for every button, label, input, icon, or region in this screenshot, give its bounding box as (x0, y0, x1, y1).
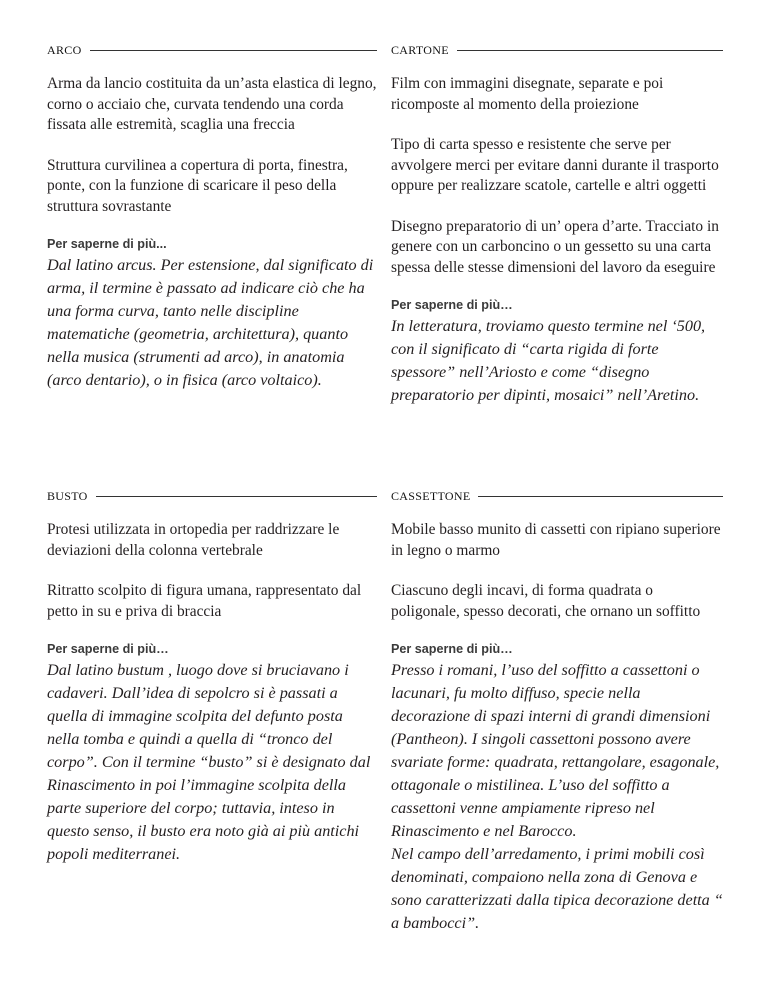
definition: Ciascuno degli incavi, di forma quadrata o poligonale, spesso decorati, che ornano un soffitto (391, 582, 701, 620)
definition: Mobile basso munito di cassetti con ripiano superiore in legno o marmo (391, 521, 721, 559)
entry-title: busto (47, 485, 88, 504)
definition: Disegno preparatorio di un’ opera d’arte. Tracciato in genere con un carboncino o un gessetto su una carta spessa delle stesse dimensioni del lavoro da eseguire (391, 217, 719, 276)
definition: Ritratto scolpito di figura umana, rappresentato dal petto in su e priva di braccia (47, 582, 362, 620)
header-rule (96, 496, 377, 497)
definition: Protesi utilizzata in ortopedia per raddrizzare le deviazioni della colonna vertebrale (47, 521, 340, 559)
entry-title: cartone (391, 39, 449, 58)
header-rule (478, 496, 723, 497)
definition: Struttura curvilinea a copertura di porta, finestra, ponte, con la funzione di scaricare il peso della struttura sovrastante (47, 156, 348, 215)
entry-busto (47, 484, 377, 866)
entry-header (391, 38, 723, 60)
definition: Film con immagini disegnate, separate e poi ricomposte al momento della proiezione (391, 75, 664, 113)
definition: Tipo di carta spesso e resistente che serve per avvolgere merci per evitare danni durante il trasporto oppure per realizzare scatole, cartelle e altri oggetti (391, 136, 719, 194)
entry-cassettone (391, 484, 723, 935)
more-info-label: Per saperne di più… (391, 642, 513, 656)
entry-header (47, 484, 377, 506)
definition: Arma da lancio costituita da un’asta elastica di legno, corno o acciaio che, curvata tendendo una corda fissata alle estremità, scaglia una freccia (47, 75, 377, 133)
entry-cartone (391, 38, 723, 407)
entry-header (47, 38, 377, 60)
more-info-label: Per saperne di più... (47, 237, 167, 251)
more-info-text: Dal latino arcus. Per estensione, dal significato di arma, il termine è passato ad indicare ciò che ha una forma curva, tanto nelle discipline matematiche (geometria, architettura), quanto nella musica (strumenti ad arco), in anatomia (arco dentario), o in fisica (arco voltaico). (47, 256, 374, 389)
entry-arco (47, 38, 377, 392)
header-rule (457, 50, 723, 51)
entry-header (391, 484, 723, 506)
more-info-label: Per saperne di più… (47, 642, 169, 656)
entry-title: arco (47, 39, 82, 58)
more-info-text: In letteratura, troviamo questo termine nel ‘500, con il significato di “carta rigida di forte spessore” nell’Ariosto e come “disegno preparatorio per dipinti, mosaici” nell’Aretino. (391, 317, 706, 404)
more-info-text: Presso i romani, l’uso del soffitto a cassettoni o lacunari, fu molto diffuso, specie nella decorazione di spazi interni di grandi dimensioni (Pantheon). I singoli cassettoni possono avere svariate forme: quadrata, rettangolare, esagonale, ottagonale o mistilinea. L’uso del soffitto a cassettoni venne ampiamente ripreso nel Rinascimento e nel Barocco. Nel campo dell’arredamento, i primi mobili così denominati, compaiono nella zona di Genova e sono caratterizzati dalla tipica decorazione detta “ a bambocci”. (391, 661, 723, 932)
more-info-text: Dal latino bustum , luogo dove si bruciavano i cadaveri. Dall’idea di sepolcro si è passati a quella di immagine scolpita del defunto posta nella tomba e quindi a quella di “tronco del corpo”. Con il termine “busto” si è designato dal Rinascimento in poi l’immagine scolpita della parte superiore del corpo; tuttavia, inteso in questo senso, il busto era noto già ai più antichi popoli mediterranei. (47, 661, 371, 863)
more-info-label: Per saperne di più… (391, 298, 513, 312)
entry-title: cassettone (391, 485, 471, 504)
header-rule (90, 50, 377, 51)
